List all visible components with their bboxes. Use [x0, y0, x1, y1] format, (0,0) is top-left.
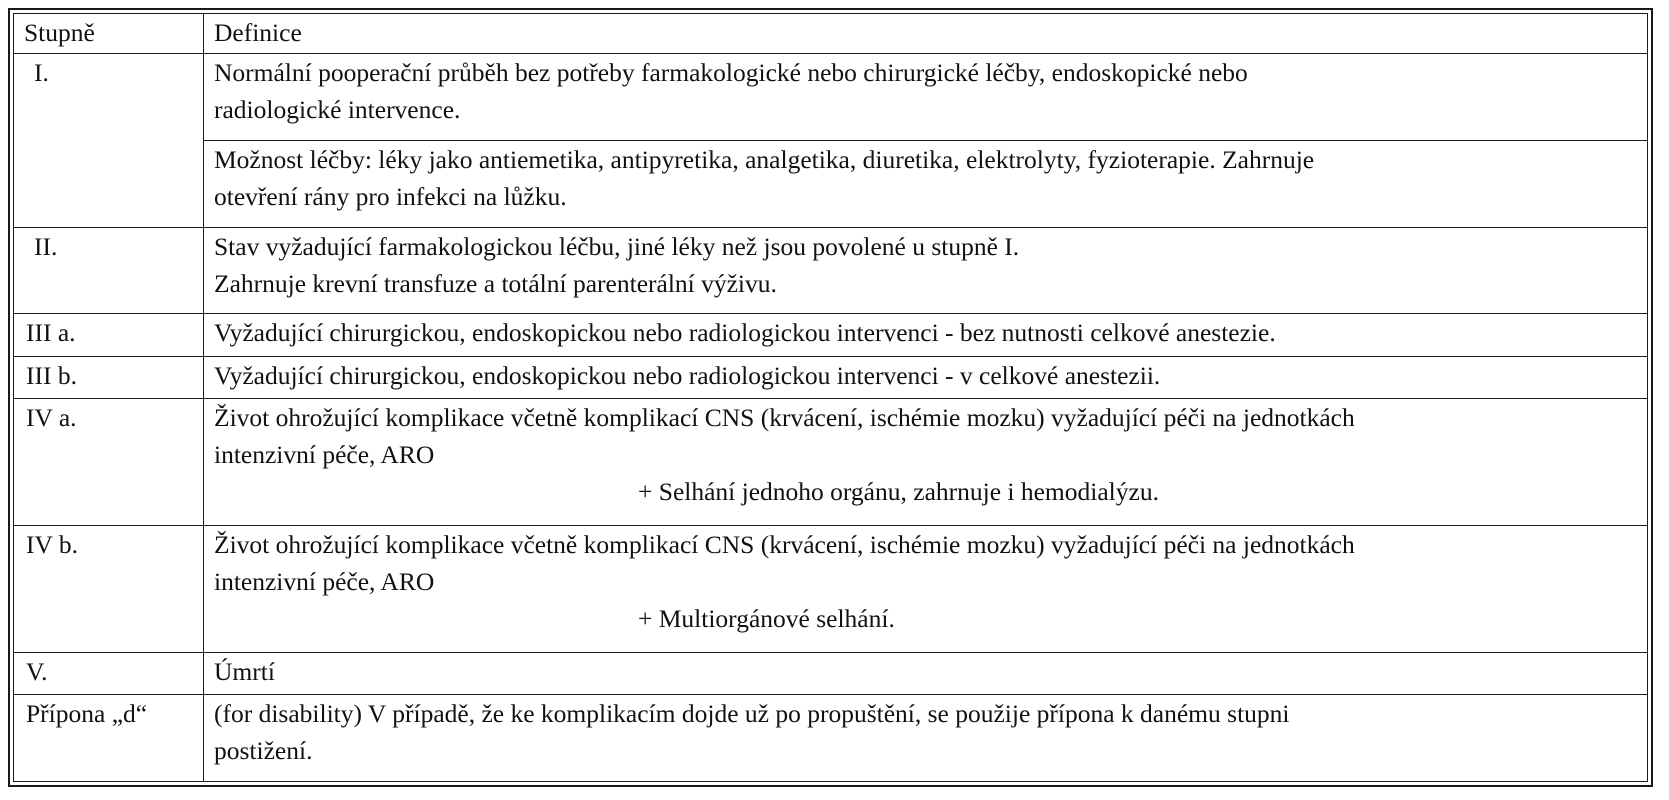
clavien-dindo-table	[13, 13, 1648, 782]
definition-line: Vyžadující chirurgickou, endoskopickou nebo radiologickou intervenci - v celkové anestezii.	[214, 360, 1161, 390]
table-row	[14, 525, 1648, 652]
header-grade: Stupně	[14, 14, 204, 54]
definition-line: radiologické intervence.	[214, 95, 461, 125]
definition-line: intenzivní péče, ARO	[214, 440, 435, 470]
definition-cell	[204, 54, 1648, 141]
definition-cell	[204, 227, 1648, 314]
table-row	[14, 140, 1648, 227]
grade-cell: IV a.	[14, 399, 204, 526]
table-row	[14, 227, 1648, 314]
definition-line: Zahrnuje krevní transfuze a totální parenterální výživu.	[214, 268, 777, 298]
definition-line: Život ohrožující komplikace včetně komplikací CNS (krvácení, ischémie mozku) vyžadující péči na jednotkách	[214, 403, 1355, 433]
table-header-row	[14, 14, 1648, 54]
table-frame	[8, 8, 1653, 787]
definition-line: intenzivní péče, ARO	[214, 566, 435, 596]
definition-line: Vyžadující chirurgickou, endoskopickou nebo radiologickou intervenci - bez nutnosti celkové anestezie.	[214, 318, 1276, 348]
table-row	[14, 399, 1648, 526]
definition-cell	[204, 399, 1648, 526]
definition-extra-line: + Multiorgánové selhání.	[638, 603, 895, 633]
grade-cell: Přípona „d“	[14, 695, 204, 782]
definition-cell	[204, 695, 1648, 782]
definition-line: postižení.	[214, 736, 313, 766]
definition-cell	[204, 140, 1648, 227]
definition-line: otevření rány pro infekci na lůžku.	[214, 181, 567, 211]
table-row	[14, 695, 1648, 782]
table-row	[14, 356, 1648, 398]
grade-cell: II.	[14, 227, 204, 314]
table-row	[14, 54, 1648, 141]
definition-cell	[204, 652, 1648, 694]
grade-cell: V.	[14, 652, 204, 694]
definition-line: Normální pooperační průběh bez potřeby farmakologické nebo chirurgické léčby, endoskopické nebo	[214, 58, 1248, 88]
definition-cell	[204, 356, 1648, 398]
table-row	[14, 314, 1648, 356]
definition-extra-line: + Selhání jednoho orgánu, zahrnuje i hemodialýzu.	[638, 477, 1159, 507]
table-row	[14, 652, 1648, 694]
definition-line: Život ohrožující komplikace včetně komplikací CNS (krvácení, ischémie mozku) vyžadující péči na jednotkách	[214, 529, 1355, 559]
grade-cell: IV b.	[14, 525, 204, 652]
definition-line: (for disability) V případě, že ke komplikacím dojde už po propuštění, se použije přípona k danému stupni	[214, 699, 1290, 729]
definition-line: Úmrtí	[214, 656, 275, 686]
grade-cell: I.	[14, 54, 204, 227]
definition-cell	[204, 314, 1648, 356]
header-definition: Definice	[204, 14, 1648, 54]
grade-cell: III b.	[14, 356, 204, 398]
definition-cell	[204, 525, 1648, 652]
definition-line: Stav vyžadující farmakologickou léčbu, jiné léky než jsou povolené u stupně I.	[214, 231, 1020, 261]
definition-line: Možnost léčby: léky jako antiemetika, antipyretika, analgetika, diuretika, elektrolyty, fyzioterapie. Zahrnuje	[214, 144, 1315, 174]
grade-cell: III a.	[14, 314, 204, 356]
